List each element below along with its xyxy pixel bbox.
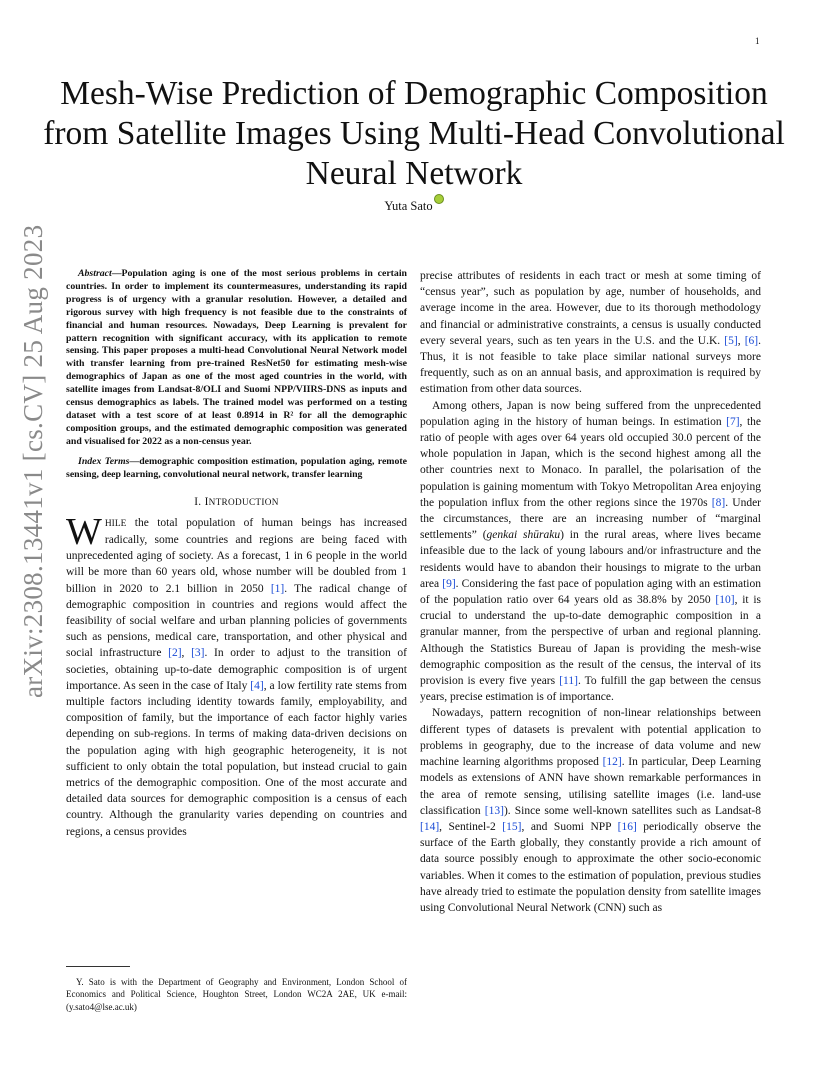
- section-heading-introduction: [66, 494, 407, 511]
- citation-link[interactable]: [1]: [270, 582, 285, 595]
- page-number: 1: [755, 36, 760, 46]
- arxiv-identifier-text: arXiv:2308.13441v1 [cs.CV] 25 Aug 2023: [18, 224, 48, 698]
- text-run: Nowadays, pattern recognition of non-linear relationships between different types of datasets is prevalent with potential application to problems in geography, due to the increase of data volume and new machine learning algorithms proposed: [420, 707, 761, 769]
- intro-paragraph-3: [420, 705, 761, 916]
- text-run: ). Since some well-known satellites such as Landsat-8: [503, 804, 761, 817]
- orcid-icon[interactable]: [434, 194, 444, 204]
- italic-term: genkai shūraku: [486, 529, 561, 542]
- citation-link[interactable]: [11]: [559, 675, 578, 688]
- citation-link[interactable]: [3]: [191, 647, 205, 660]
- text-run: precise attributes of residents in each tract or mesh at some timing of “census year”, such as population by age, number of households, and average income in the area. However, due to its thorough methodology and financial or administrative constraints, a census is usually conducted every several years, such as ten years in the U.S. and the U.K.: [420, 270, 761, 347]
- index-terms-text: —demographic composition estimation, population aging, remote sensing, deep learning, convolutional neural network, transfer learning: [66, 455, 407, 480]
- citation-link[interactable]: [8]: [711, 496, 726, 509]
- citation-link[interactable]: [7]: [726, 415, 740, 428]
- abstract: [66, 268, 407, 449]
- text-run: ,: [737, 334, 745, 347]
- citation-link[interactable]: [13]: [484, 804, 504, 817]
- citation-link[interactable]: [10]: [715, 594, 735, 607]
- text-run: . In order to adjust to the transition of societies, obtaining up-to-date demographic composition is of urgent importance. As seen in the case of Italy: [66, 647, 407, 692]
- intro-paragraph-1: [66, 510, 407, 840]
- citation-link[interactable]: [2]: [168, 647, 182, 660]
- text-run: . Thus, it is not feasible to take place similar national surveys more frequently, such as on an annual basis, and approximation is required by estimation from other data sources.: [420, 334, 761, 396]
- section-title-rest: NTRODUCTION: [208, 497, 279, 508]
- author-line: [0, 194, 828, 214]
- text-run: , it is crucial to understand the up-to-date demographic composition in a granular manner, from the perspective of urban and regional planning. Although the Statistics Bureau of Japan is providing the mesh-wise demographic composition as the result of the census, the interval of its provision is every five years: [420, 594, 762, 688]
- text-run: . Considering the fast pace of population aging with an estimation of the population ratio over 64 years old as 38.8% by 2050: [420, 577, 761, 607]
- author-name: Yuta Sato: [384, 199, 433, 213]
- lead-word: HILE: [104, 518, 127, 529]
- text-run: , Sentinel-2: [439, 820, 503, 833]
- left-column: [66, 268, 407, 840]
- text-run: . In particular, Deep Learning models as extensions of ANN have shown remarkable performances in the area of remote sensing, utilising satellite images (i.e. land-use classification: [420, 756, 762, 817]
- author-affiliation-footnote: Y. Sato is with the Department of Geography and Environment, London School of Economics and Political Science, Houghton Street, London WC2A 2AE, UK e-mail: (y.sato4@lse.ac.uk): [66, 977, 407, 1012]
- section-number: I.: [194, 495, 202, 508]
- paper-title: Mesh-Wise Prediction of Demographic Composition from Satellite Images Using Multi-Head Convolutional Neural Network: [43, 75, 785, 192]
- abstract-label: Abstract: [78, 268, 112, 279]
- abstract-text: —Population aging is one of the most serious problems in certain countries. In order to implement its countermeasures, understanding its rapid progress is of urgency with a granular resolution. However, a detailed and rigorous survey with high frequency is not feasible due to the constraints of financial and human resources. Nowadays, Deep Learning is prevalent for pattern recognition with significant accuracy, with its application to remote sensing. This paper proposes a multi-head Convolutional Neural Network model with transfer learning from pre-trained ResNet50 for estimating mesh-wise demographics of Japan as one of the most aged countries in the world, with satellite images from Landsat-8/OLI and Suomi NPP/VIIRS-DNS as inputs and census demographics as labels. The trained model was performed on a testing dataset with a test score of at least 0.8914 in R² for all the demographic composition groups, and the estimated demographic composition was generated and visualised for 2022 as a non-census year.: [66, 268, 407, 447]
- citation-link[interactable]: [14]: [420, 820, 440, 833]
- citation-link[interactable]: [16]: [617, 820, 637, 833]
- right-column: [420, 268, 761, 916]
- text-run: Among others, Japan is now being suffered from the unprecedented population aging in the history of human beings. In estimation: [420, 399, 761, 428]
- text-run: the total population of human beings has increased radically, some countries and regions are being faced with unprecedented aging of society. As a forecast, 1 in 6 people in the world will be more than 60 years old, whose number will be doubled from 1 billion in 2020 to 2.1 billion in 2050: [66, 516, 407, 595]
- citation-link[interactable]: [12]: [602, 756, 622, 769]
- citation-link[interactable]: [6]: [744, 334, 759, 347]
- text-run: , a low fertility rate stems from multiple factors including identity towards family, employability, and composition of family, but the importance of each factor highly varies depending on sub-regions. In terms of making data-driven decisions on the population aging with high geographic heterogeneity, it is not sufficient to only obtain the total population, but instead crucial to gain metrics of the demographic composition. One of the most accurate and detailed data sources for demographic composition is a census of each country. Although the granularity varies depending on countries and regions, a census provides: [66, 679, 407, 838]
- text-run: ) in the rural areas, where lives became infeasible due to the lack of young labours and/or infrastructure and the residents would have to abandon their housings to migrate to the urban area: [420, 529, 761, 590]
- text-run: , the ratio of people with ages over 64 years old occupied 30.0 percent of the whole population in Japan, which is the second highest among all the other countries next to Monaco. In parallel, the polarisation of the population is gaining momentum with Tokyo Metropolitan Area enjoying the population influx from the other regions since the 1970s: [420, 415, 761, 509]
- intro-paragraph-1-continued: [420, 268, 761, 398]
- citation-link[interactable]: [9]: [442, 577, 456, 590]
- citation-link[interactable]: [15]: [502, 820, 522, 833]
- index-terms-label: Index Terms: [78, 455, 130, 467]
- text-run: , and Suomi NPP: [521, 820, 618, 833]
- index-terms: [66, 456, 407, 482]
- text-run: periodically observe the surface of the Earth globally, they constantly provide a rich amount of data source possibly enough to approximate the other socio-economic variables. When it comes to the estimation of population, previous studies have already tried to estimate the population density from satellite images using Convolutional Neural Network (CNN) such as: [420, 820, 761, 914]
- text-run: . To fulfill the gap between the census years, precise estimation is of importance.: [420, 675, 761, 704]
- citation-link[interactable]: [4]: [250, 679, 264, 692]
- footnote-rule: [66, 966, 130, 967]
- text-run: . The radical change of demographic composition in countries and regions would affect the feasibility of social welfare and urban planning policies of governments such as pensions, medical care, transportation, and other physical and social infrastructure: [66, 582, 407, 660]
- text-run: ,: [181, 647, 192, 660]
- intro-paragraph-2: [420, 398, 761, 706]
- citation-link[interactable]: [5]: [724, 334, 738, 347]
- text-run: . Under the circumstances, there are an increasing number of “marginal settlements” (: [420, 496, 762, 542]
- drop-cap: W: [66, 510, 102, 553]
- arxiv-identifier-stamp: [18, 224, 56, 698]
- section-title-initial: I: [204, 495, 209, 508]
